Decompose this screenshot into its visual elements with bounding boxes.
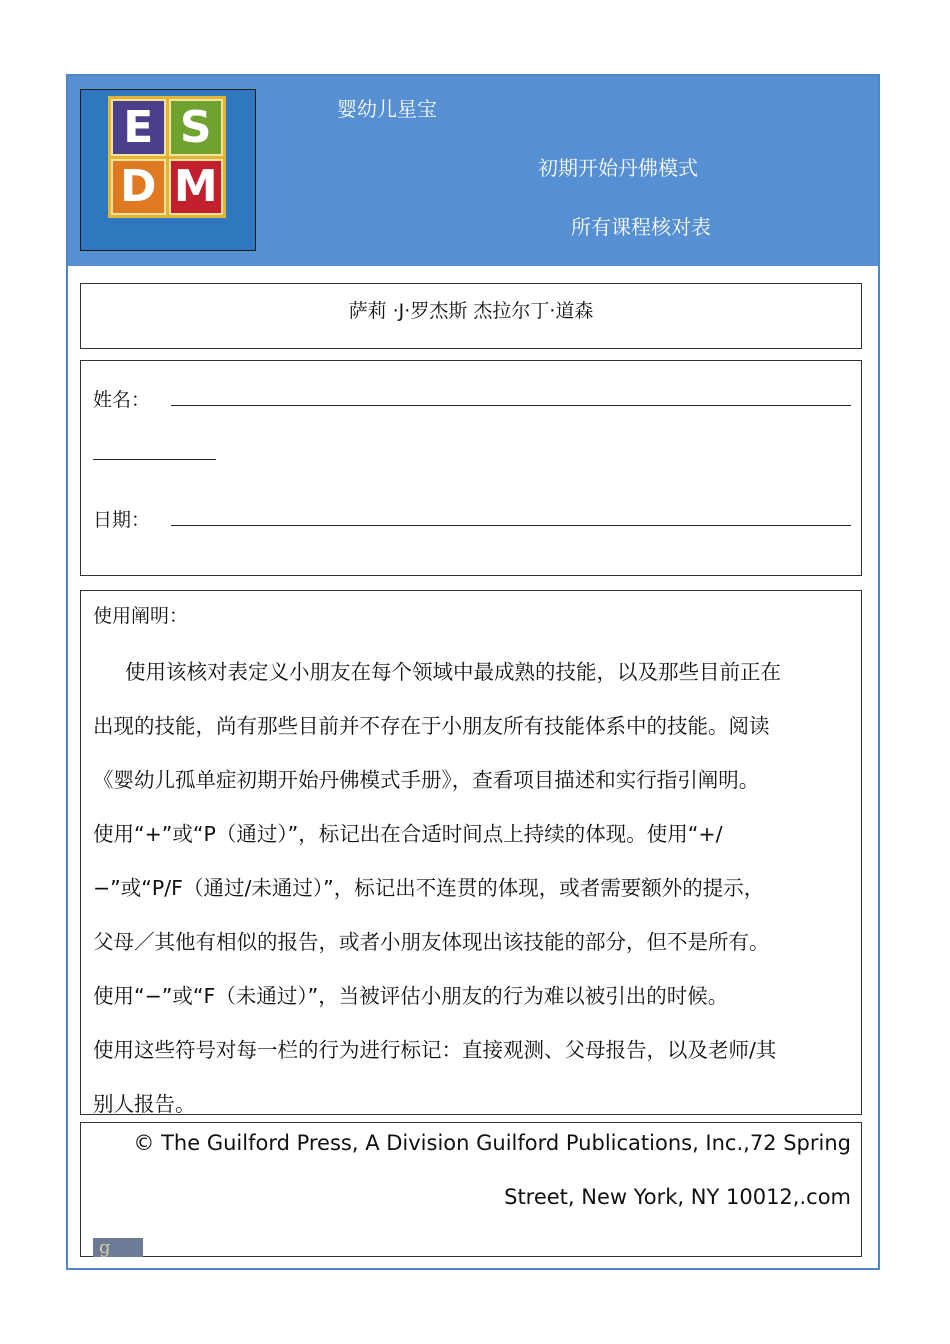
instructions-line: 出现的技能，尚有那些目前并不存在于小朋友所有技能体系中的技能。阅读 bbox=[93, 714, 770, 738]
name-field[interactable] bbox=[171, 405, 851, 406]
authors-box bbox=[80, 283, 862, 349]
instructions-line: 使用该核对表定义小朋友在每个领域中最成熟的技能，以及那些目前正在 bbox=[125, 660, 781, 684]
instructions-box bbox=[80, 590, 862, 1115]
g-mark-image: g bbox=[93, 1238, 143, 1257]
copyright-box bbox=[80, 1122, 862, 1257]
header-title-line2: 初期开始丹佛模式 bbox=[538, 156, 698, 180]
instructions-line: 父母／其他有相似的报告，或者小朋友体现出该技能的部分，但不是所有。 bbox=[93, 930, 770, 954]
date-label: 日期： bbox=[93, 509, 151, 531]
name-label: 姓名： bbox=[93, 389, 151, 411]
instructions-line: 使用这些符号对每一栏的行为进行标记：直接观测、父母报告，以及老师/其 bbox=[93, 1038, 777, 1062]
name-field-continued[interactable] bbox=[93, 459, 216, 460]
instructions-title: 使用阐明： bbox=[93, 605, 189, 627]
logo-letter-m: M bbox=[169, 159, 224, 216]
instructions-line: 别人报告。 bbox=[93, 1092, 196, 1116]
logo-letter-s: S bbox=[169, 99, 224, 156]
copyright-line2: Street, New York, NY 10012,.com bbox=[504, 1185, 851, 1209]
form-fields-box bbox=[80, 360, 862, 576]
esdm-logo bbox=[108, 96, 226, 218]
header-title-line3: 所有课程核对表 bbox=[571, 215, 711, 239]
instructions-line: −”或“P/F（通过/未通过）”，标记出不连贯的体现，或者需要额外的提示， bbox=[93, 876, 765, 900]
header-title-line1: 婴幼儿星宝 bbox=[337, 97, 437, 121]
date-field[interactable] bbox=[171, 525, 851, 526]
authors-text: 萨莉 ·J·罗杰斯 杰拉尔丁·道森 bbox=[348, 300, 594, 322]
instructions-line: 使用“+”或“P（通过）”，标记出在合适时间点上持续的体现。使用“+/ bbox=[93, 822, 723, 846]
logo-letter-d: D bbox=[111, 159, 166, 216]
logo-letter-e: E bbox=[111, 99, 166, 156]
copyright-line1: © The Guilford Press, A Division Guilford Publications, Inc.,72 Spring bbox=[133, 1131, 851, 1155]
instructions-line: 使用“−”或“F（未通过）”，当被评估小朋友的行为难以被引出的时候。 bbox=[93, 984, 729, 1008]
instructions-line: 《婴幼儿孤单症初期开始丹佛模式手册》，查看项目描述和实行指引阐明。 bbox=[93, 768, 760, 792]
